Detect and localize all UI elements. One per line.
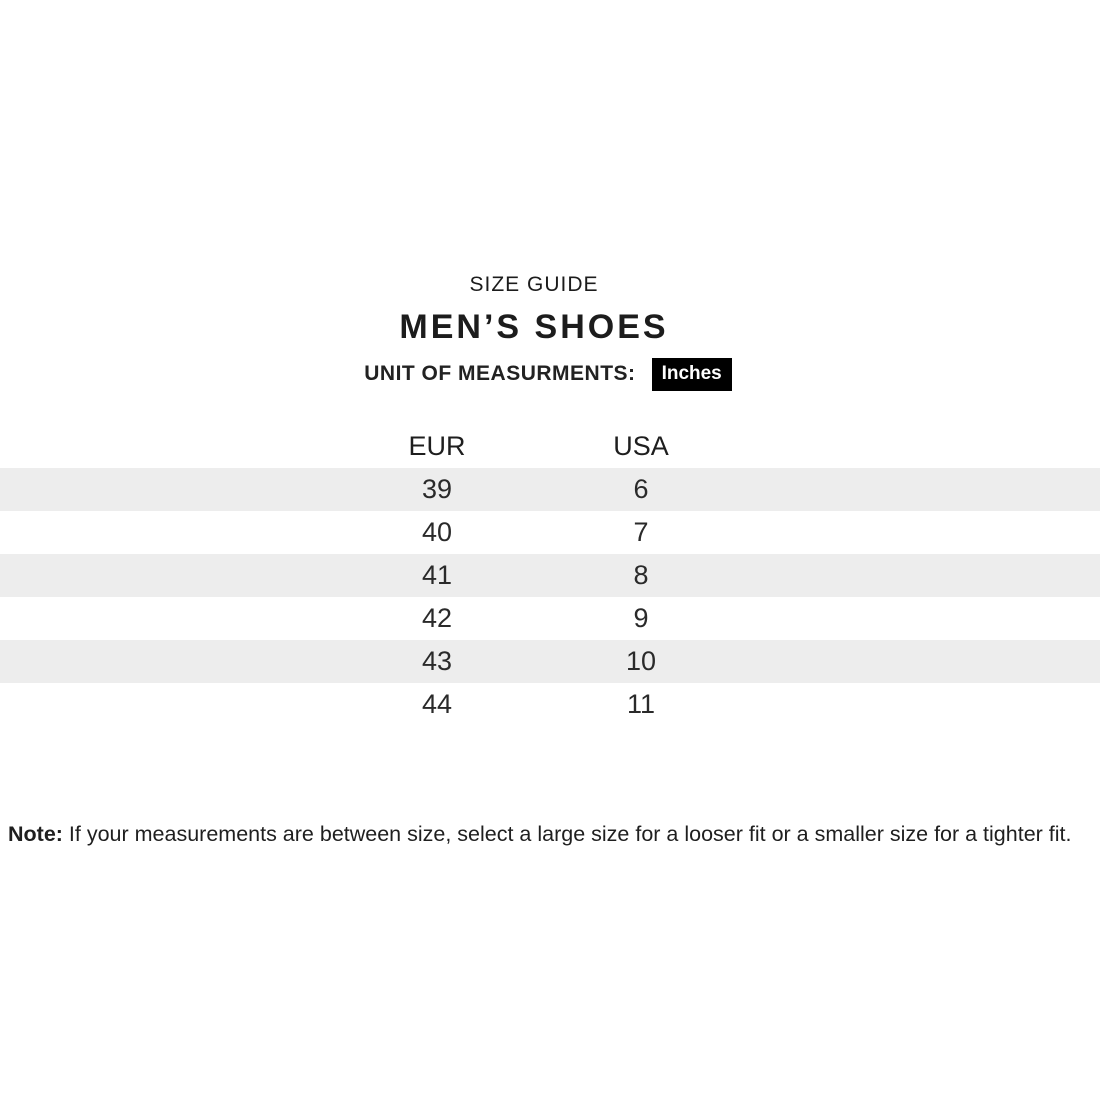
table-row	[0, 554, 1100, 597]
fit-note-label: Note:	[8, 822, 63, 846]
usa-size-value: 8	[633, 560, 649, 590]
table-row	[0, 511, 1100, 554]
fit-note-body: If your measurements are between size, select a large size for a looser fit or a smaller size for a tighter fit.	[68, 822, 1072, 846]
column-header-eur: EUR	[408, 430, 466, 461]
eur-size-value: 42	[421, 603, 453, 633]
usa-size-value: 11	[626, 689, 656, 719]
usa-size-value: 10	[625, 646, 657, 676]
eur-size-value: 44	[421, 689, 453, 719]
table-row	[0, 597, 1100, 640]
fit-note	[8, 820, 1096, 849]
unit-inches-toggle[interactable]: Inches	[652, 358, 732, 391]
size-table	[0, 424, 1100, 726]
usa-size-value: 7	[633, 517, 649, 547]
eur-size-value: 43	[421, 646, 453, 676]
page-title: MEN’S SHOES	[399, 308, 669, 346]
column-header-usa: USA	[613, 430, 669, 461]
eur-size-value: 40	[421, 517, 453, 547]
table-header-row	[0, 424, 1100, 468]
usa-size-value: 6	[633, 474, 649, 504]
table-row	[0, 683, 1100, 726]
unit-of-measurement-row	[0, 358, 1096, 391]
table-row	[0, 640, 1100, 683]
table-row	[0, 468, 1100, 511]
eur-size-value: 41	[421, 560, 453, 590]
size-guide-eyebrow: SIZE GUIDE	[469, 273, 599, 296]
unit-label: UNIT OF MEASURMENTS:	[364, 362, 636, 386]
eur-size-value: 39	[421, 474, 453, 504]
usa-size-value: 9	[633, 603, 649, 633]
